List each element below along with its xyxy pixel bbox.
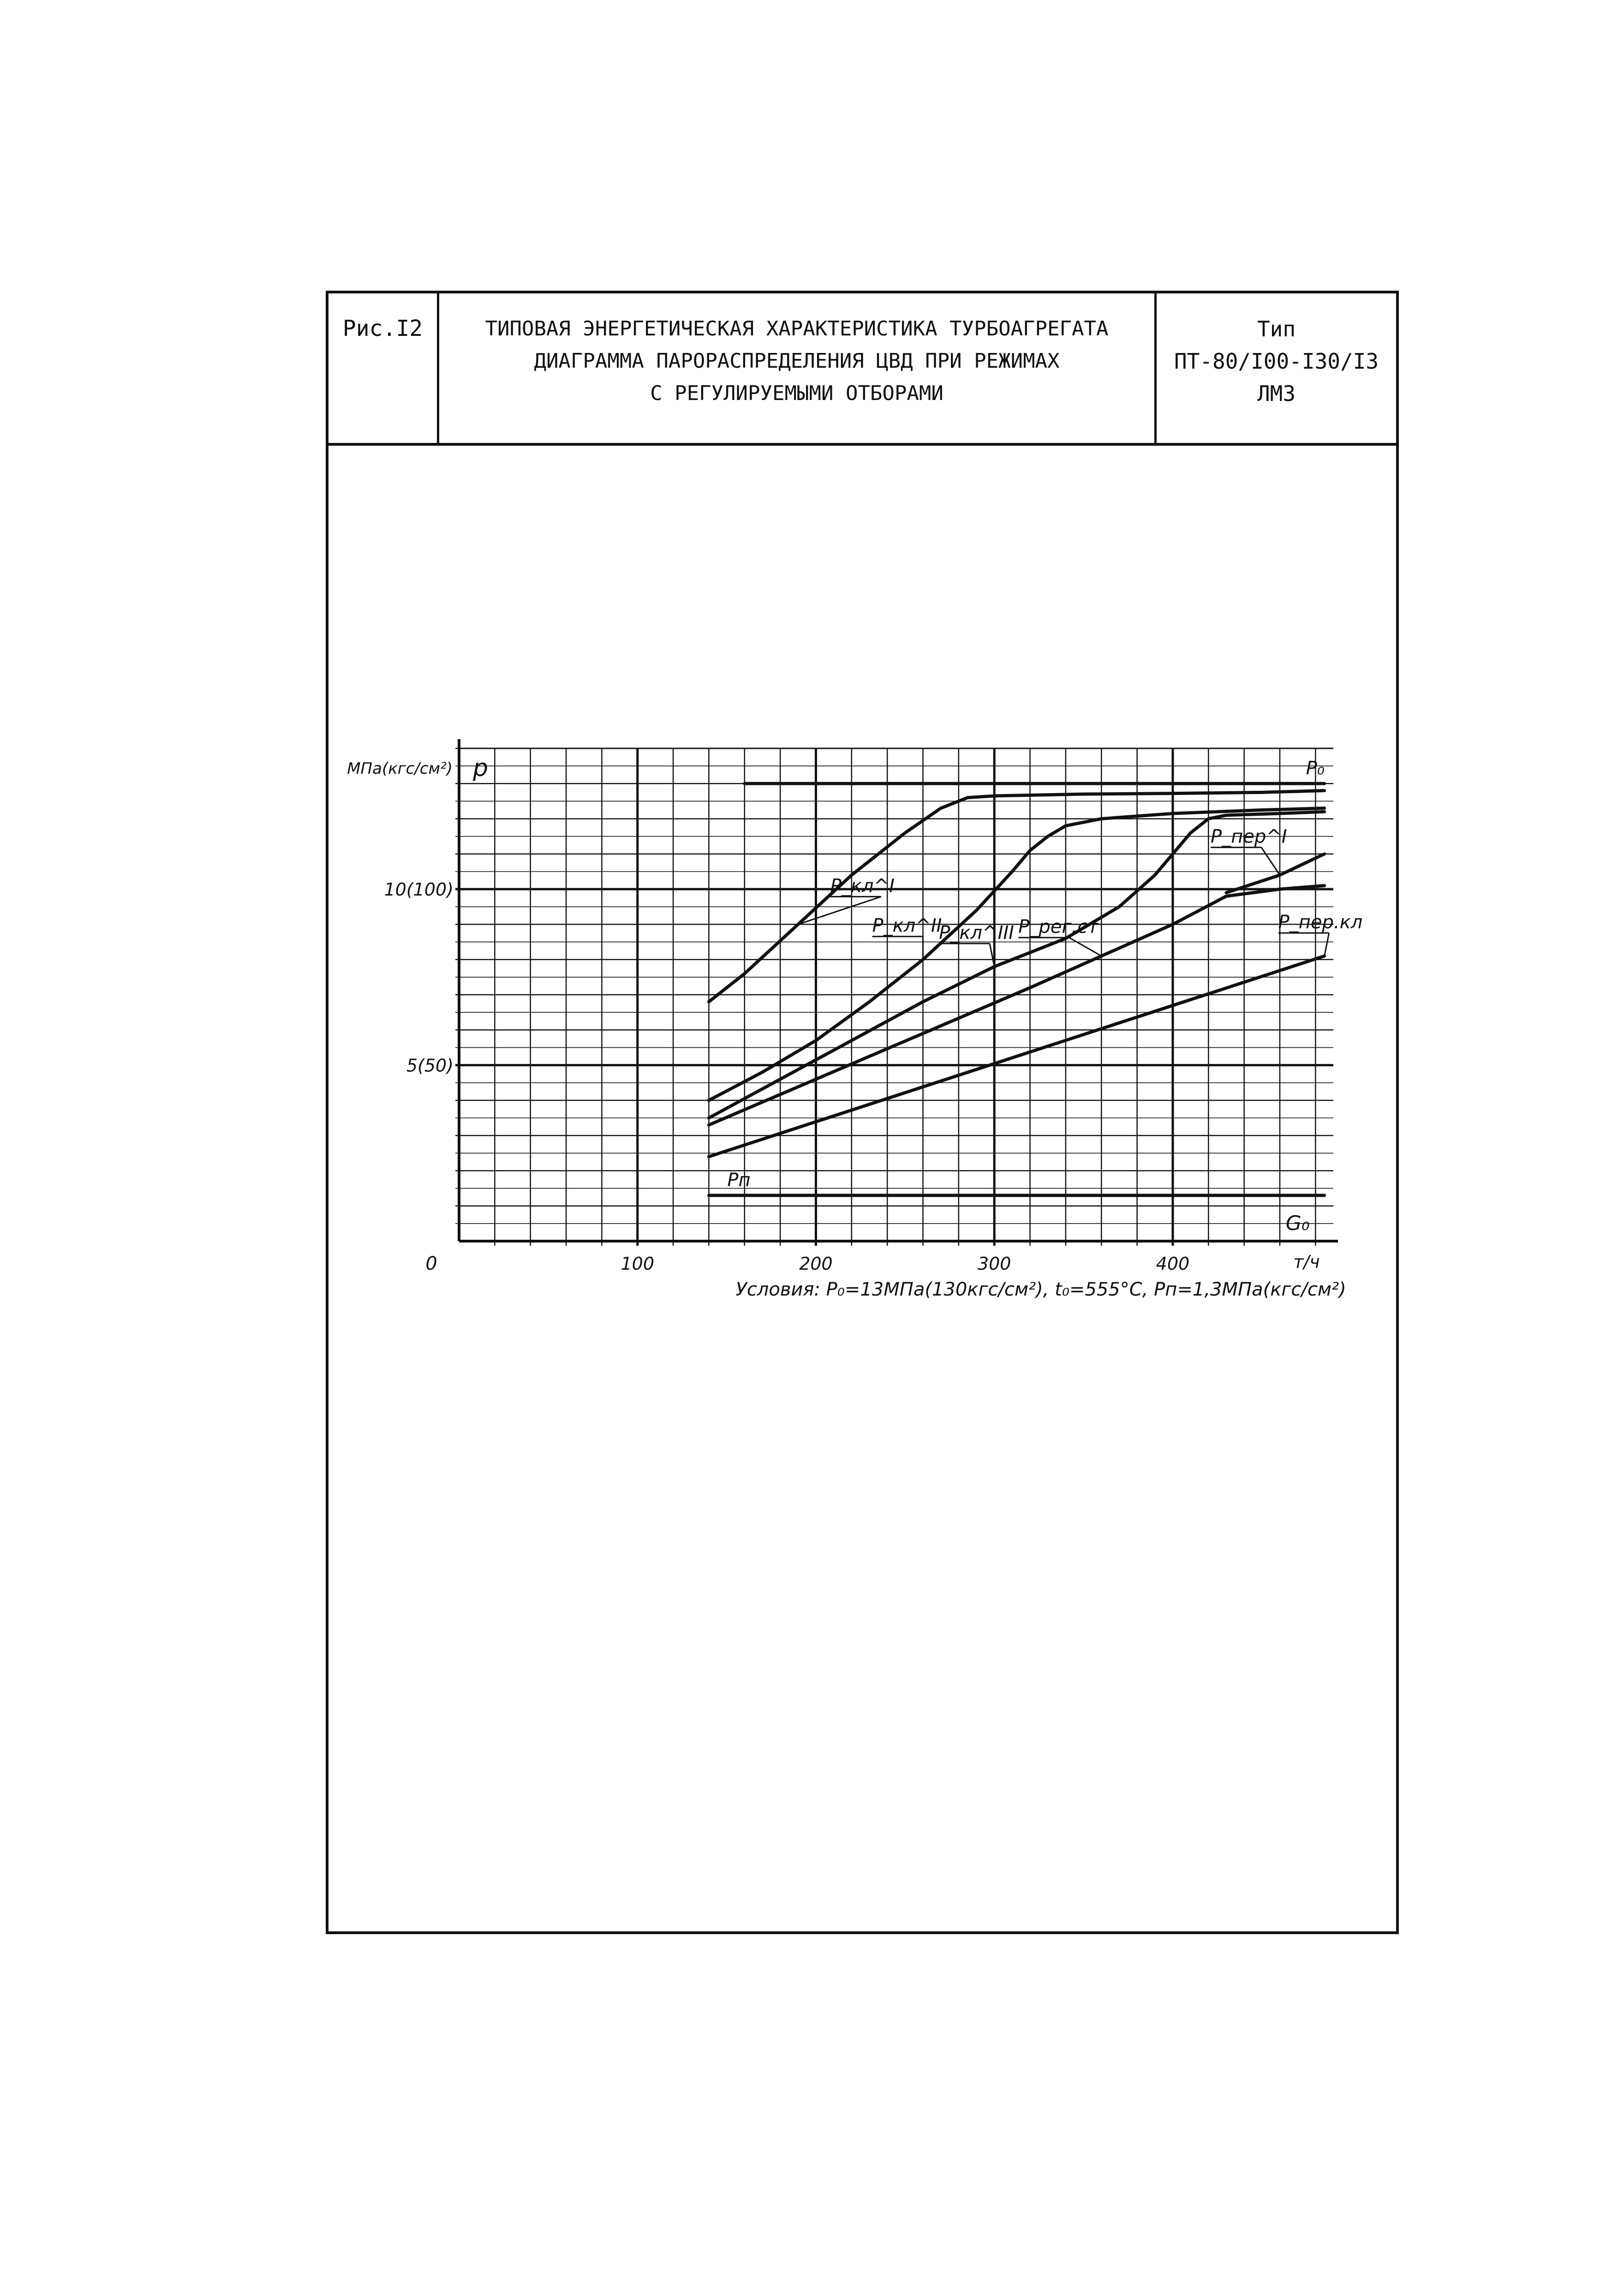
series-label-leader: [1261, 848, 1280, 875]
series-label: P_пер.кл: [1278, 912, 1363, 933]
chart-series: [709, 758, 1362, 1195]
series-line: [709, 956, 1324, 1157]
figure-number: Рис.I2: [342, 316, 423, 341]
x-tick-label: 300: [977, 1254, 1011, 1274]
series-label: P_пер^I: [1210, 826, 1287, 848]
conditions-note: Условия: P₀=13МПа(130кгс/см²), t₀=555°C, Pп=1,3МПа(кгс/см²): [735, 1279, 1346, 1300]
x-axis-label: G₀: [1285, 1212, 1310, 1235]
x-tick-label: 100: [621, 1254, 655, 1274]
manufacturer: ЛМЗ: [1257, 381, 1296, 406]
y-axis-unit: МПа(кгс/см²): [347, 759, 453, 778]
series-label-leader: [1069, 938, 1101, 956]
title-line-3: С РЕГУЛИРУЕМЫМИ ОТБОРАМИ: [650, 382, 943, 405]
y-axis-label: p: [473, 754, 489, 782]
series-label: P_кл^II: [872, 915, 942, 937]
x-tick-label: 400: [1156, 1254, 1190, 1274]
series-label: P_кл^III: [939, 922, 1014, 944]
y-tick-label: 5(50): [406, 1055, 454, 1076]
type-label: Тип: [1257, 317, 1296, 341]
series-line: [709, 812, 1324, 1118]
title-line-1: ТИПОВАЯ ЭНЕРГЕТИЧЕСКАЯ ХАРАКТЕРИСТИКА ТУРБОАГРЕГАТА: [485, 317, 1109, 341]
series-label: P₀: [1306, 758, 1325, 779]
series-label-leader: [798, 896, 881, 924]
series-label: P_кл^I: [830, 875, 895, 897]
y-tick-label: 10(100): [384, 879, 454, 900]
x-tick-label: 200: [799, 1254, 833, 1274]
x-axis-unit: т/ч: [1293, 1252, 1320, 1272]
turbine-model: ПТ-80/I00-I30/I3: [1174, 349, 1379, 374]
series-label-leader: [1325, 933, 1329, 956]
series-label: Pп: [727, 1169, 751, 1191]
series-label: P_рег.ст: [1018, 916, 1099, 938]
title-line-2: ДИАГРАММА ПАРОРАСПРЕДЕЛЕНИЯ ЦВД ПРИ РЕЖИМАХ: [534, 349, 1060, 373]
origin-label: 0: [425, 1253, 437, 1274]
chart-axes: [459, 739, 1338, 1241]
